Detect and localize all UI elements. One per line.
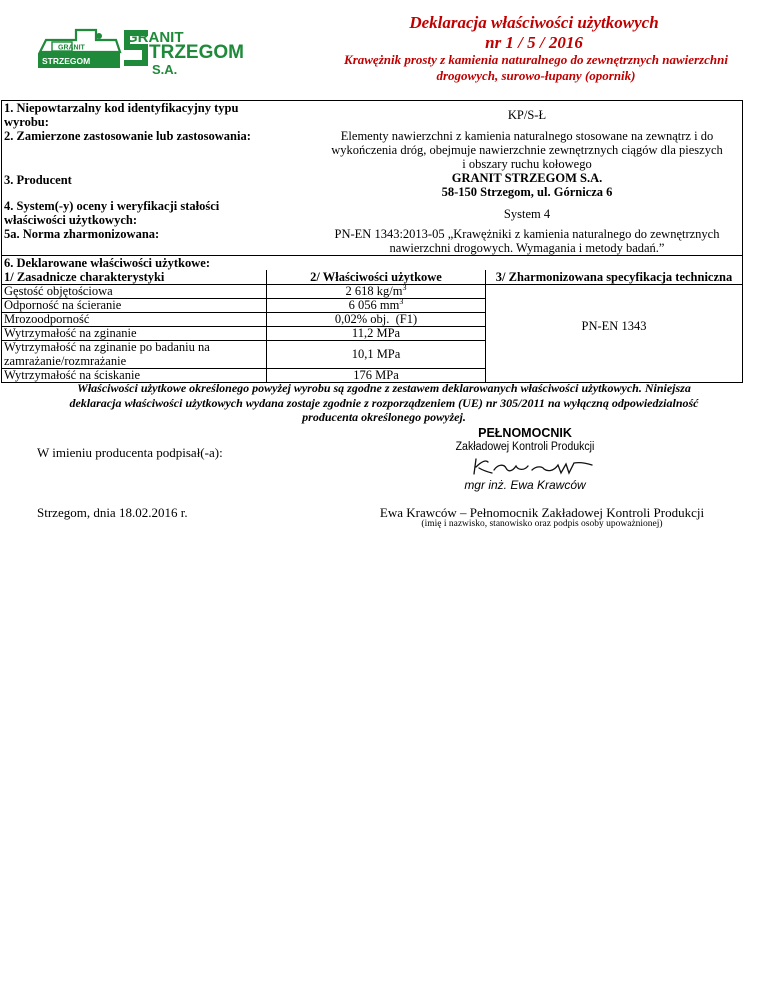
- row1-label-line2: wyrobu:: [4, 115, 49, 129]
- declaration-table: [1, 100, 743, 383]
- col1-header: 1/ Zasadnicze charakterystyki: [4, 270, 165, 284]
- logo-badge-top: GRANIT: [58, 44, 85, 52]
- stamp-subtitle: Zakładowej Kontroli Produkcji: [455, 441, 595, 453]
- producer: [312, 171, 742, 199]
- col2-header: 2/ Właściwości użytkowe: [310, 270, 442, 284]
- row1-label-line1: 1. Niepowtarzalny kod identyfikacyjny typu: [4, 101, 239, 115]
- property-value: [267, 284, 485, 298]
- document-title: Deklaracja właściwości użytkowych: [409, 13, 659, 32]
- intended-use-line2: wykończenia dróg, obejmuje nawierzchnie zewnętrznych ciągów dla pieszych: [331, 143, 723, 157]
- stamp-name: mgr inż. Ewa Krawców: [464, 478, 586, 492]
- row4-label: [4, 199, 304, 227]
- property-name: Wytrzymałość na zginanie: [4, 326, 137, 340]
- statement-line3: producenta określonego powyżej.: [302, 410, 466, 424]
- unit-exponent: 3: [399, 296, 404, 306]
- harmonised-standard: [312, 227, 742, 255]
- avcp-system: System 4: [503, 207, 551, 221]
- row5-label: 5a. Norma zharmonizowana:: [4, 227, 160, 241]
- intended-use-line3: i obszary ruchu kołowego: [462, 157, 592, 171]
- row4-label-line1: 4. System(-y) oceny i weryfikacji stałości: [4, 199, 220, 213]
- subtitle-line-1: Krawężnik prosty z kamienia naturalnego do zewnętrznych nawierzchni: [344, 52, 728, 67]
- property-value: 11,2 MPa: [351, 326, 401, 340]
- signer-note: (imię i nazwisko, stanowisko oraz podpis osoby upoważnionej): [421, 519, 663, 529]
- section6-heading: 6. Deklarowane właściwości użytkowe:: [4, 256, 210, 270]
- statement-line2: deklaracja właściwości użytkowych wydana zostaje zgodnie z rozporządzeniem (UE) nr 305/2011 na wyłączną odpowiedzialność: [69, 395, 699, 410]
- conformity-statement: [2, 381, 766, 425]
- property-name: Gęstość objętościowa: [4, 284, 113, 298]
- harmonised-standard-line1: PN-EN 1343:2013-05 „Krawężniki z kamienia naturalnego do zewnętrznych: [334, 227, 720, 241]
- property-value: 0,02% obj. (F1): [334, 312, 418, 326]
- property-value: 10,1 MPa: [351, 347, 401, 361]
- property-value: 176 MPa: [353, 368, 399, 382]
- intended-use-line1: Elementy nawierzchni z kamienia naturalnego stosowane na zewnątrz i do: [340, 129, 714, 143]
- property-value: [267, 298, 485, 312]
- product-subtitle: [306, 52, 766, 84]
- logo-badge-bottom: STRZEGOM: [42, 56, 91, 66]
- statement-line1: Właściwości użytkowe określonego powyżej wyrobu są zgodne z zestawem deklarowanych właściwości użytkowych. Niniejsza: [77, 381, 691, 395]
- intended-use: [312, 129, 742, 171]
- logo-line2: TRZEGOM: [149, 42, 244, 63]
- granit-logo-graphic: [36, 22, 280, 78]
- property-name-line1: Wytrzymałość na zginanie po badaniu na: [4, 340, 210, 354]
- signer-name: Ewa Krawców – Pełnomocnik Zakładowej Kontroli Produkcji: [379, 505, 705, 520]
- logo-line1: GRANIT: [126, 29, 184, 46]
- property-name: Wytrzymałość na ściskanie: [4, 368, 141, 382]
- technical-specification: PN-EN 1343: [581, 319, 647, 333]
- row1-label: [4, 101, 304, 129]
- row4-label-line2: właściwości użytkowych:: [4, 213, 137, 227]
- place-and-date: Strzegom, dnia 18.02.2016 r.: [37, 505, 188, 520]
- harmonised-standard-line2: nawierzchni drogowych. Wymagania i metody badań.”: [389, 241, 665, 255]
- producer-name: GRANIT STRZEGOM S.A.: [451, 171, 603, 185]
- product-code: KP/S-Ł: [507, 108, 547, 122]
- col3-header: 3/ Zharmonizowana specyfikacja techniczna: [495, 270, 733, 284]
- logo-line3: S.A.: [152, 62, 178, 77]
- property-name: Mrozoodporność: [4, 312, 90, 326]
- subtitle-line-2: drogowych, surowo-łupany (opornik): [436, 68, 636, 83]
- property-name: [4, 340, 266, 368]
- handwritten-signature: [468, 456, 598, 478]
- property-value-text: 2 618 kg/m: [345, 284, 403, 298]
- stamp-title: PEŁNOMOCNIK: [478, 426, 572, 440]
- signature-stamp: [440, 426, 610, 496]
- document-number: nr 1 / 5 / 2016: [485, 33, 583, 52]
- property-value-text: 6 056 mm: [348, 298, 400, 312]
- company-logo: [36, 22, 280, 78]
- row2-label: 2. Zamierzone zastosowanie lub zastosowania:: [4, 129, 251, 143]
- unit-exponent: 3: [402, 282, 407, 292]
- property-name: Odporność na ścieranie: [4, 298, 122, 312]
- signed-by-label: W imieniu producenta podpisał(-a):: [37, 445, 223, 460]
- row3-label: 3. Producent: [4, 173, 72, 187]
- producer-address: 58-150 Strzegom, ul. Górnicza 6: [441, 185, 613, 199]
- property-name-line2: zamrażanie/rozmrażanie: [4, 354, 127, 368]
